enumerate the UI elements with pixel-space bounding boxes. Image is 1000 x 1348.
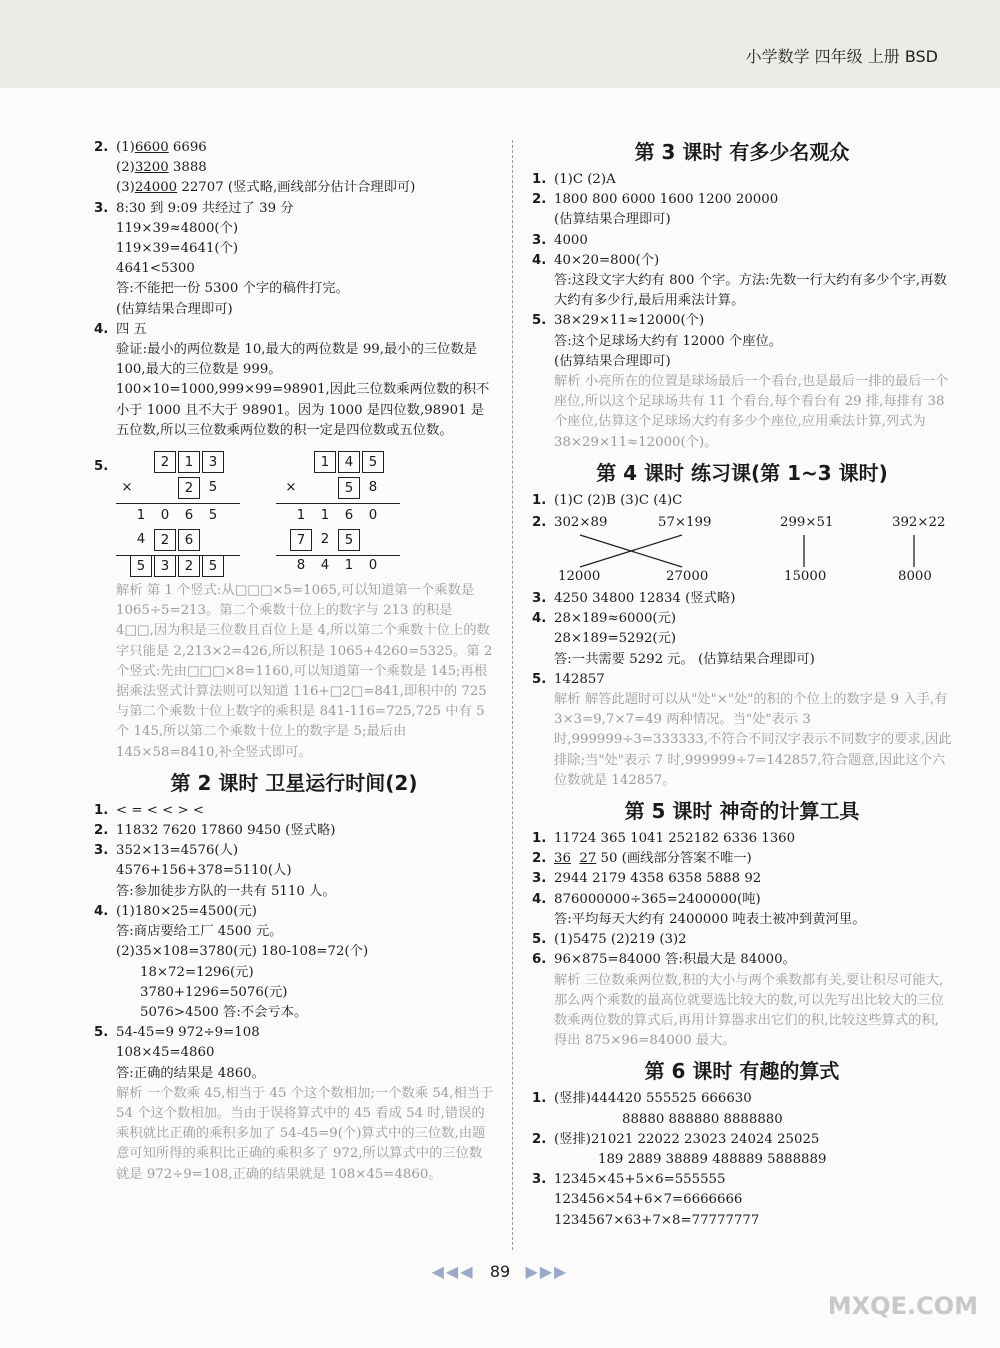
digit: 0 bbox=[368, 558, 378, 574]
explanation-note: 解析 小亮所在的位置是球场最后一个看台,也是最后一排的最后一个座位,所以这个足球场共有 11 个看台,每个看台有 29 排,每排有 38 个座位,估算这个足球场大约有多少个座位,应用乘法计算,列式为 38×29×11≈12000(个)。 bbox=[554, 374, 949, 450]
answer-line: 4576+156+378=5110(人) bbox=[116, 863, 292, 879]
answer-line: 12345×45+5×6=555555 bbox=[554, 1172, 726, 1188]
matching-lines bbox=[554, 513, 954, 585]
question-5 bbox=[94, 447, 494, 763]
underlined-answer: 3200 bbox=[134, 160, 169, 176]
underlined-answer: 6600 bbox=[134, 140, 169, 155]
boxed-digit: 5 bbox=[362, 451, 384, 473]
digit: 6 bbox=[344, 508, 354, 524]
question-number: 4. bbox=[94, 321, 109, 337]
digit: 4 bbox=[136, 532, 146, 548]
rule-line bbox=[116, 503, 240, 504]
expression-label: 302×89 bbox=[554, 515, 608, 531]
digit: 8 bbox=[368, 480, 378, 496]
question-number: 5. bbox=[532, 313, 547, 329]
boxed-digit: 2 bbox=[178, 555, 200, 577]
question-6 bbox=[532, 950, 952, 1051]
explanation-note: 解析 三位数乘两位数,积的大小与两个乘数都有关,要让积尽可能大,那么两个乘数的最高位就要选比较大的数,可以先写出比较大的三位数乘两位数的算式后,再用计算器求出它们的积,比较这些算式的积,得出 875×96=84000 最大。 bbox=[554, 972, 944, 1049]
answer-line: < = < < > < bbox=[116, 802, 204, 818]
answer-line: 28×189≈6000(元) bbox=[554, 611, 677, 627]
boxed-digit: 3 bbox=[202, 451, 224, 473]
question-number: 3. bbox=[532, 591, 547, 607]
boxed-digit: 4 bbox=[338, 451, 360, 473]
answer-line: (1)C (2)A bbox=[554, 172, 616, 187]
multiply-sign: × bbox=[121, 480, 133, 496]
question-2 bbox=[94, 821, 494, 841]
question-2 bbox=[94, 138, 494, 199]
answer-line: (估算结果合理即可) bbox=[554, 353, 671, 369]
answer-line: 4000 bbox=[554, 232, 588, 248]
boxed-digit: 3 bbox=[154, 555, 176, 577]
digit: 1 bbox=[320, 508, 330, 524]
answer-text: 6696 bbox=[168, 140, 207, 155]
multiply-sign: × bbox=[285, 480, 297, 496]
question-number: 4. bbox=[532, 611, 547, 627]
column-divider bbox=[512, 140, 513, 1250]
expression-label: 299×51 bbox=[780, 515, 834, 531]
question-number: 6. bbox=[532, 952, 547, 968]
answer-line: (1)5475 (2)219 (3)2 bbox=[554, 932, 687, 948]
boxed-digit: 5 bbox=[338, 477, 360, 499]
lesson-title: 第 4 课时 练习课(第 1~3 课时) bbox=[596, 460, 888, 485]
header-text: 小学数学 四年级 上册 BSD bbox=[745, 47, 938, 66]
answer-line: 答:这个足球场大约有 12000 个座位。 bbox=[554, 333, 783, 349]
digit: 0 bbox=[160, 508, 170, 524]
value-label: 15000 bbox=[784, 569, 827, 585]
boxed-digit: 5 bbox=[202, 555, 224, 577]
answer-line: 123456×54+6×7=6666666 bbox=[554, 1192, 743, 1208]
question-3 bbox=[532, 231, 952, 251]
answer-line: 876000000÷365=2400000(吨) bbox=[554, 891, 761, 907]
question-number: 3. bbox=[94, 843, 109, 859]
question-number: 3. bbox=[532, 232, 547, 248]
question-number: 3. bbox=[532, 871, 547, 887]
answer-line: 答:商店要给工厂 4500 元。 bbox=[116, 924, 283, 940]
answer-line: (竖排)444420 555525 666630 bbox=[554, 1091, 752, 1107]
matching-diagram bbox=[554, 513, 952, 585]
question-1 bbox=[532, 491, 952, 511]
boxed-digit: 1 bbox=[178, 451, 200, 473]
answer-line: 119×39=4641(个) bbox=[116, 241, 239, 257]
answer-line: 88880 888880 8888880 bbox=[622, 1111, 783, 1127]
answer-line: 答:一共需要 5292 元。 (估算结果合理即可) bbox=[554, 651, 815, 667]
boxed-digit: 1 bbox=[314, 451, 336, 473]
question-number: 2. bbox=[532, 192, 547, 208]
question-number: 3. bbox=[94, 200, 109, 216]
digit: 0 bbox=[368, 508, 378, 524]
question-number: 1. bbox=[532, 492, 547, 508]
question-number: 2. bbox=[532, 515, 547, 531]
question-number: 3. bbox=[532, 1172, 547, 1188]
question-number: 1. bbox=[532, 172, 547, 187]
answer-line: 答:参加徒步方队的一共有 5110 人。 bbox=[116, 883, 336, 899]
next-arrows-icon: ▶▶▶ bbox=[525, 1262, 569, 1281]
question-number: 1. bbox=[532, 831, 547, 847]
question-4 bbox=[94, 902, 494, 1023]
explanation-note: 解析 解答此题时可以从"处"×"处"的积的个位上的数字是 9 入手,有 3×3=9,7×7=49 两种情况。当"处"表示 3 时,999999÷3=333333,不符合不同汉字表示不同数字的要求,因此排除;当"处"表示 7 时,999999÷7=142857,符合题意,因此这个六位数就是 142857。 bbox=[554, 692, 952, 788]
answer-line: (1)C (2)B (3)C (4)C bbox=[554, 492, 683, 508]
answer-line: 5076>4500 答:不会亏本。 bbox=[140, 1004, 308, 1020]
boxed-digit: 2 bbox=[154, 451, 176, 473]
question-number: 1. bbox=[94, 802, 109, 818]
digit: 6 bbox=[184, 508, 194, 524]
answer-line: (估算结果合理即可) bbox=[554, 212, 671, 228]
question-1 bbox=[94, 801, 494, 821]
answer-line: (估算结果合理即可) bbox=[116, 301, 233, 317]
question-number: 1. bbox=[532, 1091, 547, 1107]
underlined-answer: 24000 bbox=[134, 180, 178, 196]
question-4 bbox=[94, 320, 494, 441]
boxed-digit: 5 bbox=[338, 529, 360, 551]
digit: 4 bbox=[320, 558, 330, 574]
page-footer bbox=[0, 1262, 1000, 1281]
answer-line: 4250 34800 12834 (竖式略) bbox=[554, 591, 736, 607]
answer-line: 119×39≈4800(个) bbox=[116, 220, 239, 236]
answer-line: 11724 365 1041 252182 6336 1360 bbox=[554, 831, 796, 847]
boxed-digit: 6 bbox=[178, 529, 200, 551]
answer-line: (1)180×25=4500(元) bbox=[116, 903, 257, 919]
digit: 1 bbox=[344, 558, 354, 574]
answer-line: 40×20=800(个) bbox=[554, 252, 660, 268]
question-number: 5. bbox=[94, 459, 109, 475]
answer-text: (2) bbox=[116, 160, 135, 176]
answer-line: 28×189=5292(元) bbox=[554, 631, 677, 647]
question-5 bbox=[532, 311, 952, 452]
answer-line: 352×13=4576(人) bbox=[116, 843, 239, 859]
watermark: MXQE.COM bbox=[827, 1292, 978, 1320]
answer-line: 2944 2179 4358 6358 5888 92 bbox=[554, 871, 762, 887]
answer-line: 54-45=9 972÷9=108 bbox=[116, 1025, 260, 1041]
answer-line: 108×45=4860 bbox=[116, 1045, 215, 1061]
expression-label: 57×199 bbox=[658, 515, 712, 531]
answer-line: 答:不能把一份 5300 个字的稿件打完。 bbox=[116, 281, 349, 297]
question-3 bbox=[532, 869, 952, 889]
answer-line: (2)35×108=3780(元) 180-108=72(个) bbox=[116, 944, 369, 960]
answer-line: 18×72=1296(元) bbox=[140, 964, 254, 980]
answer-line: (竖排)21021 22022 23023 24024 25025 bbox=[554, 1131, 820, 1147]
answer-line: 3780+1296=5076(元) bbox=[140, 984, 288, 1000]
digit: 8 bbox=[296, 558, 306, 574]
answer-text: (1) bbox=[116, 140, 135, 155]
question-3 bbox=[94, 199, 494, 320]
answer-line: 答:正确的结果是 4860。 bbox=[116, 1065, 265, 1081]
question-4 bbox=[532, 251, 952, 312]
question-number: 4. bbox=[532, 252, 547, 268]
underlined-answer: 36 bbox=[554, 851, 571, 867]
answer-line: 4641<5300 bbox=[116, 261, 195, 277]
question-1 bbox=[532, 170, 952, 190]
answer-line: 142857 bbox=[554, 671, 605, 687]
lesson-title: 第 2 课时 卫星运行时间(2) bbox=[170, 770, 418, 795]
question-number: 4. bbox=[94, 903, 109, 919]
answer-text: (3) bbox=[116, 180, 135, 196]
digit: 1 bbox=[296, 508, 306, 524]
question-1 bbox=[532, 829, 952, 849]
question-3 bbox=[532, 589, 952, 609]
digit: 5 bbox=[208, 480, 218, 496]
question-1 bbox=[532, 1089, 952, 1129]
answer-line: 答:平均每天大约有 2400000 吨表土被冲到黄河里。 bbox=[554, 911, 866, 927]
boxed-digit: 2 bbox=[178, 477, 200, 499]
value-label: 12000 bbox=[558, 569, 601, 585]
question-5 bbox=[532, 670, 952, 791]
answer-paragraph: 答:这段文字大约有 800 个字。方法:先数一行大约有多少个字,再数大约有多少行,最后用乘法计算。 bbox=[554, 273, 947, 309]
question-2 bbox=[532, 1130, 952, 1170]
answer-line: 189 2889 38889 488889 5888889 bbox=[598, 1151, 827, 1167]
answer-text: 50 (画线部分答案不唯一) bbox=[596, 851, 752, 867]
answer-text: 3888 bbox=[168, 160, 207, 176]
question-number: 2. bbox=[94, 140, 109, 155]
answer-line: 11832 7620 17860 9450 (竖式略) bbox=[116, 823, 336, 839]
question-number: 5. bbox=[532, 932, 547, 948]
question-2 bbox=[532, 513, 952, 585]
answer-line: 四 五 bbox=[116, 321, 147, 337]
question-4 bbox=[532, 890, 952, 930]
expression-label: 392×22 bbox=[892, 515, 946, 531]
left-column bbox=[94, 138, 494, 1185]
question-3 bbox=[532, 1170, 952, 1231]
lesson-title: 第 6 课时 有趣的算式 bbox=[644, 1059, 840, 1084]
right-column bbox=[532, 138, 952, 1231]
question-2 bbox=[532, 849, 952, 869]
answer-line: 96×875=84000 答:积最大是 84000。 bbox=[554, 952, 796, 968]
answer-text: 22707 (竖式略,画线部分估计合理即可) bbox=[177, 180, 416, 196]
boxed-digit: 5 bbox=[130, 555, 152, 577]
lesson-title: 第 3 课时 有多少名观众 bbox=[634, 140, 850, 164]
question-number: 2. bbox=[532, 851, 547, 867]
page-number: 89 bbox=[489, 1262, 511, 1281]
question-4 bbox=[532, 609, 952, 670]
explanation-note: 解析 第 1 个竖式:从□□□×5=1065,可以知道第一个乘数是 1065÷5=213。第二个乘数十位上的数字与 213 的积是 4□□,因为积是三位数且百位上是 4,所以第二个乘数十位上的数字只能是 2,213×2=426,所以积是 1065+4260=5325。第 2 个竖式:先由□□□×8=1160,可以知道第一个乘数是 145;再根据乘法竖式计算法则可以知道 116+□2□=841,即积中的 725 与第二个乘数十位上数字的乘积是 841-116=725,725 中有 5 个 145,所以第二个乘数十位上的数字是 5;最后由 145×58=8410,补全竖式即可。 bbox=[116, 583, 493, 760]
question-3 bbox=[94, 841, 494, 902]
underlined-answer: 27 bbox=[579, 851, 597, 867]
question-5 bbox=[532, 930, 952, 950]
answer-line: 1800 800 6000 1600 1200 20000 bbox=[554, 192, 779, 208]
answer-paragraph: 验证:最小的两位数是 10,最大的两位数是 99,最小的三位数是 100,最大的三位数是 999。100×10=1000,999×99=98901,因此三位数乘两位数的积不小于 1000 且不大于 98901。因为 1000 是四位数,98901 是五位数,所以三位数乘两位数的积一定是四位数或五位数。 bbox=[116, 342, 490, 438]
page-header bbox=[0, 0, 1000, 88]
vertical-multiplications bbox=[116, 447, 494, 577]
rule-line bbox=[276, 503, 400, 504]
boxed-digit: 7 bbox=[290, 529, 312, 551]
answer-line: 38×29×11≈12000(个) bbox=[554, 313, 705, 329]
lesson-title: 第 5 课时 神奇的计算工具 bbox=[624, 799, 860, 824]
answer-line: 1234567×63+7×8=77777777 bbox=[554, 1212, 760, 1228]
question-5 bbox=[94, 1023, 494, 1185]
value-label: 27000 bbox=[666, 569, 709, 585]
question-number: 5. bbox=[94, 1025, 109, 1041]
answer-line: 8:30 到 9:09 共经过了 39 分 bbox=[116, 200, 294, 216]
value-label: 8000 bbox=[898, 569, 932, 585]
boxed-digit: 2 bbox=[154, 529, 176, 551]
question-number: 2. bbox=[94, 823, 109, 839]
digit: 5 bbox=[208, 508, 218, 524]
digit: 1 bbox=[136, 508, 146, 524]
explanation-note: 解析 一个数乘 45,相当于 45 个这个数相加;一个数乘 54,相当于 54 个这个数相加。当由于误将算式中的 45 看成 54 时,错误的乘积就比正确的乘积多加了 54-45=9(个)算式中的三位数,由题意可知所得的乘积比正确的乘积多了 972,所以算式中的三位数就是 972÷9=108,正确的结果就是 108×45=4860。 bbox=[116, 1085, 494, 1182]
digit: 2 bbox=[320, 532, 330, 548]
prev-arrows-icon: ◀◀◀ bbox=[431, 1262, 475, 1281]
question-2 bbox=[532, 190, 952, 230]
question-number: 5. bbox=[532, 671, 547, 687]
question-number: 4. bbox=[532, 891, 547, 907]
question-number: 2. bbox=[532, 1131, 547, 1147]
